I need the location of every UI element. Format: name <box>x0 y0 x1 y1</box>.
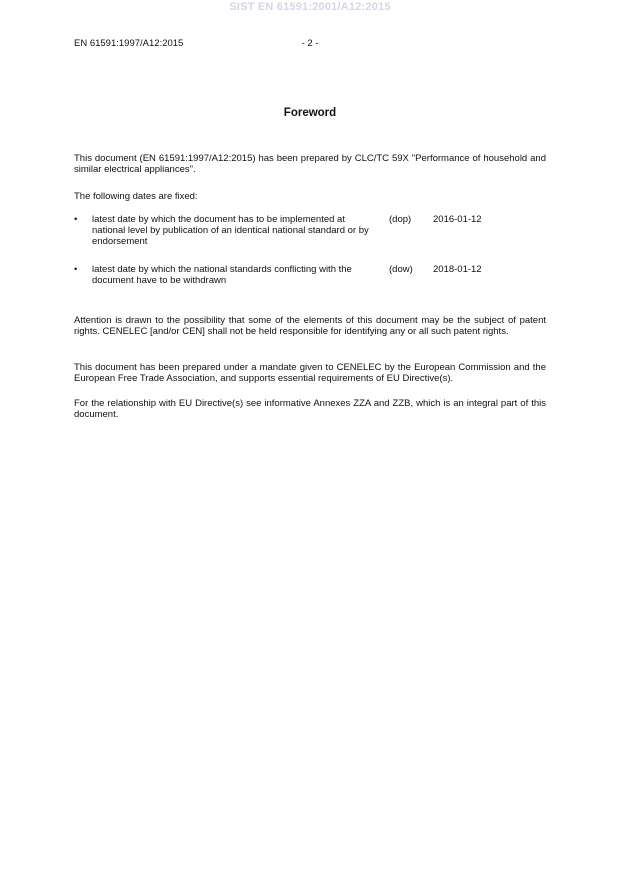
intro-paragraph: This document (EN 61591:1997/A12:2015) has been prepared by CLC/TC 59X "Performance of household and similar electrical appliances". <box>74 153 546 175</box>
bullet-code: (dow) <box>389 264 413 275</box>
bullet-text: latest date by which the national standards conflicting with the document have to be withdrawn <box>92 264 352 286</box>
directive-paragraph: For the relationship with EU Directive(s) see informative Annexes ZZA and ZZB, which is an integral part of this document. <box>74 398 546 420</box>
bullet-date: 2018-01-12 <box>433 264 482 275</box>
dates-intro: The following dates are fixed: <box>74 191 198 202</box>
bullet-icon: • <box>74 264 78 275</box>
watermark: SIST EN 61591:2001/A12:2015 <box>229 1 391 13</box>
bullet-code: (dop) <box>389 214 412 225</box>
bullet-text: latest date by which the document has to be implemented at national level by publication of an identical national standard or by endorsement <box>92 214 369 247</box>
page-title: Foreword <box>283 107 337 119</box>
bullet-item-dop <box>74 214 546 250</box>
bullet-date: 2016-01-12 <box>433 214 482 225</box>
mandate-paragraph: This document has been prepared under a mandate given to CENELEC by the European Commission and the European Free Trade Association, and supports essential requirements of EU Directive(s). <box>74 362 546 384</box>
document-identifier: EN 61591:1997/A12:2015 <box>74 38 184 49</box>
bullet-icon: • <box>74 214 78 225</box>
bullet-item-dow <box>74 264 546 288</box>
patent-paragraph: Attention is drawn to the possibility that some of the elements of this document may be the subject of patent rights. CENELEC [and/or CEN] shall not be held responsible for identifying any or all such patent rights. <box>74 315 546 337</box>
page-number: - 2 - <box>301 38 319 49</box>
